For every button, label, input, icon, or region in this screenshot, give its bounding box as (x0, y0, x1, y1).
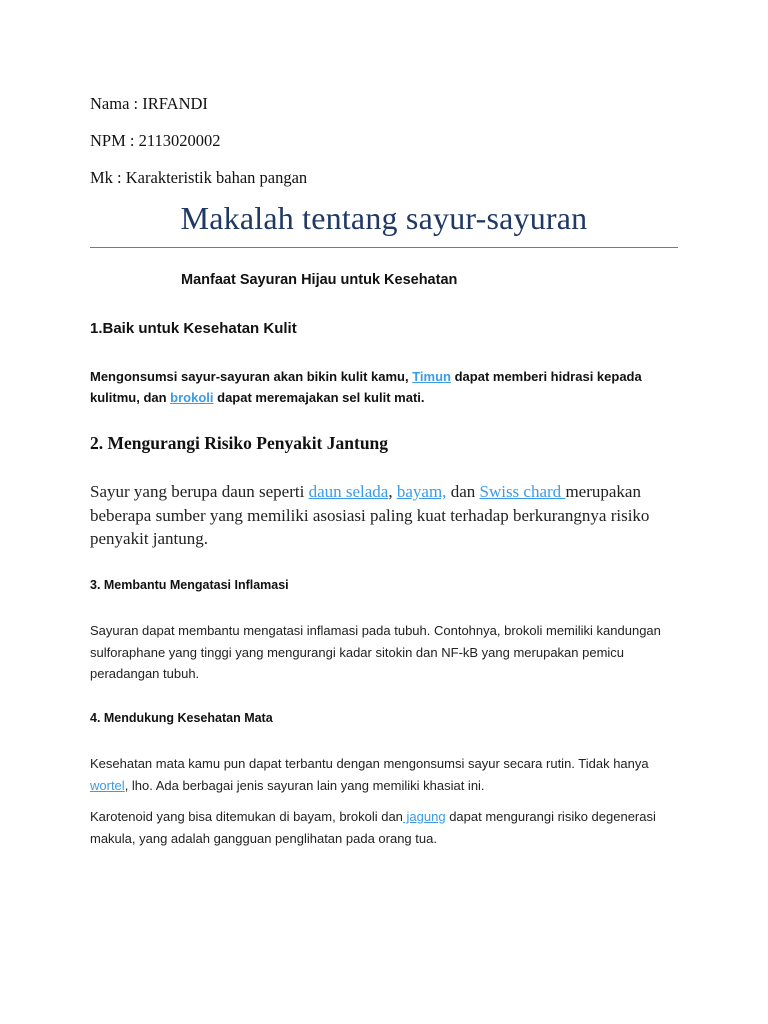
link-bayam[interactable]: bayam, (396, 482, 447, 501)
section1-text-c: dapat meremajakan sel kulit mati. (213, 390, 425, 405)
student-npm: NPM : 2113020002 (90, 131, 221, 150)
student-name: Nama : IRFANDI (90, 94, 208, 113)
section3-paragraph: Sayuran dapat membantu mengatasi inflamasi pada tubuh. Contohnya, brokoli memiliki kandungan sulforaphane yang tinggi yang mengurangi kadar sitokin dan NF-kB yang merupakan pemicu peradangan tubuh. (90, 623, 661, 681)
section2-text-b: , (388, 482, 397, 501)
section3-heading: 3. Membantu Mengatasi Inflamasi (90, 578, 289, 592)
section2-text-d: merupakan beberapa sumber yang memiliki asosiasi paling kuat terhadap berkurangnya risiko penyakit jantung. (90, 482, 650, 548)
section2-paragraph (90, 480, 690, 551)
link-daun-selada[interactable]: daun selada (308, 482, 389, 501)
section1-heading: 1.Baik untuk Kesehatan Kulit (90, 320, 297, 337)
title-underline (90, 247, 678, 248)
section2-text-a: Sayur yang berupa daun seperti (90, 482, 309, 501)
document-title: Makalah tentang sayur-sayuran (180, 200, 588, 236)
document-subtitle: Manfaat Sayuran Hijau untuk Kesehatan (181, 272, 458, 288)
link-jagung[interactable]: jagung (402, 809, 446, 824)
course-name: Mk : Karakteristik bahan pangan (90, 168, 308, 187)
section1-text-b: dapat memberi hidrasi kepada kulitmu, dan (90, 369, 642, 405)
section1-paragraph (90, 366, 690, 408)
section4-heading: 4. Mendukung Kesehatan Mata (90, 711, 273, 725)
section4-p1-text-a: Kesehatan mata kamu pun dapat terbantu dengan mengonsumsi sayur secara rutin. Tidak hanya (90, 756, 649, 771)
link-brokoli[interactable]: brokoli (170, 390, 214, 405)
section4-paragraph-1 (90, 753, 690, 796)
section4-p2-text-b: dapat mengurangi risiko degenerasi makula, yang adalah gangguan penglihatan pada orang tua. (90, 809, 656, 846)
section2-text-c: dan (446, 482, 480, 501)
link-swiss-chard[interactable]: Swiss chard (479, 482, 566, 501)
link-wortel[interactable]: wortel (90, 777, 125, 793)
section4-p2-text-a: Karotenoid yang bisa ditemukan di bayam, brokoli dan (90, 809, 403, 824)
link-timun[interactable]: Timun (412, 369, 451, 384)
section4-p1-text-b: , lho. Ada berbagai jenis sayuran lain yang memiliki khasiat ini. (124, 777, 485, 793)
section1-text-a: Mengonsumsi sayur-sayuran akan bikin kulit kamu, (90, 369, 413, 384)
section4-paragraph-2 (90, 806, 690, 849)
section2-heading: 2. Mengurangi Risiko Penyakit Jantung (90, 433, 389, 453)
